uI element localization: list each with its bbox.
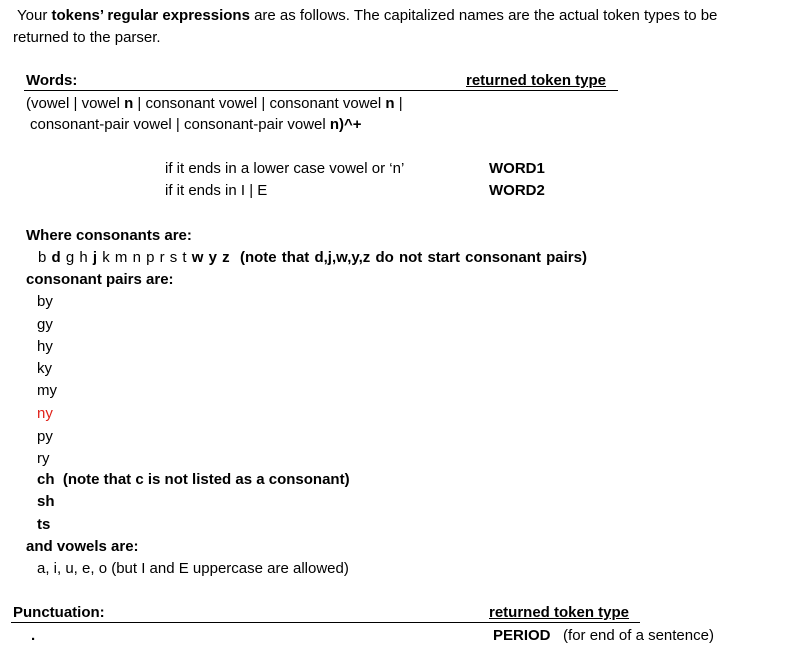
consonants-note: (note that d,j,w,y,z do not start consonant pairs) [239,249,587,266]
regex-line-1: (vowel | vowel n | consonant vowel | consonant vowel n | [26,95,403,112]
punctuation-heading: Punctuation: [13,604,105,621]
rule-condition: if it ends in I | E [165,182,268,199]
punctuation-divider [11,622,640,623]
vowels-list: a, i, u, e, o (but I and E uppercase are allowed) [37,560,349,577]
intro-emphasis: tokens’ regular expressions [51,7,250,24]
pair-item: hy [37,338,53,355]
punctuation-note: (for end of a sentence) [563,627,714,644]
intro-text-cont: are as follows. The capitalized names are the actual token types to be [249,7,718,24]
vowels-heading: and vowels are: [26,538,139,555]
pair-item: by [37,293,53,310]
regex-line-2: consonant-pair vowel | consonant-pair vowel n)^+ [30,116,362,133]
pair-item: sh [37,493,55,510]
intro-line-1 [17,6,717,26]
consonants-heading: Where consonants are: [26,227,192,244]
pair-item-highlighted: ny [37,405,53,422]
pairs-heading: consonant pairs are: [26,271,174,288]
punctuation-returned-label: returned token type [489,604,630,621]
pair-item: my [37,382,57,399]
consonants-list: b d g h j k m n p r s t w y z (note that d,j,w,y,z do not start consonant pairs) [38,249,587,266]
punctuation-symbol: . [31,627,36,644]
pair-item: gy [37,316,53,333]
pair-item-ch: ch (note that c is not listed as a consonant) [37,471,350,488]
intro-line-2: returned to the parser. [13,29,161,46]
pair-item: ky [37,360,52,377]
words-heading: Words: [26,72,78,89]
ch-note: (note that c is not listed as a consonant) [62,471,350,488]
punctuation-token: PERIOD [493,627,551,644]
words-divider [24,90,618,91]
rule-condition: if it ends in a lower case vowel or ‘n’ [165,160,405,177]
punctuation-row [493,626,714,646]
pair-item: ry [37,450,50,467]
words-returned-label: returned token type [466,72,607,89]
rule-token: WORD2 [489,182,545,199]
pair-item: ts [37,516,51,533]
intro-text: Your [17,7,52,24]
rule-token: WORD1 [489,160,545,177]
pair-item: py [37,428,53,445]
